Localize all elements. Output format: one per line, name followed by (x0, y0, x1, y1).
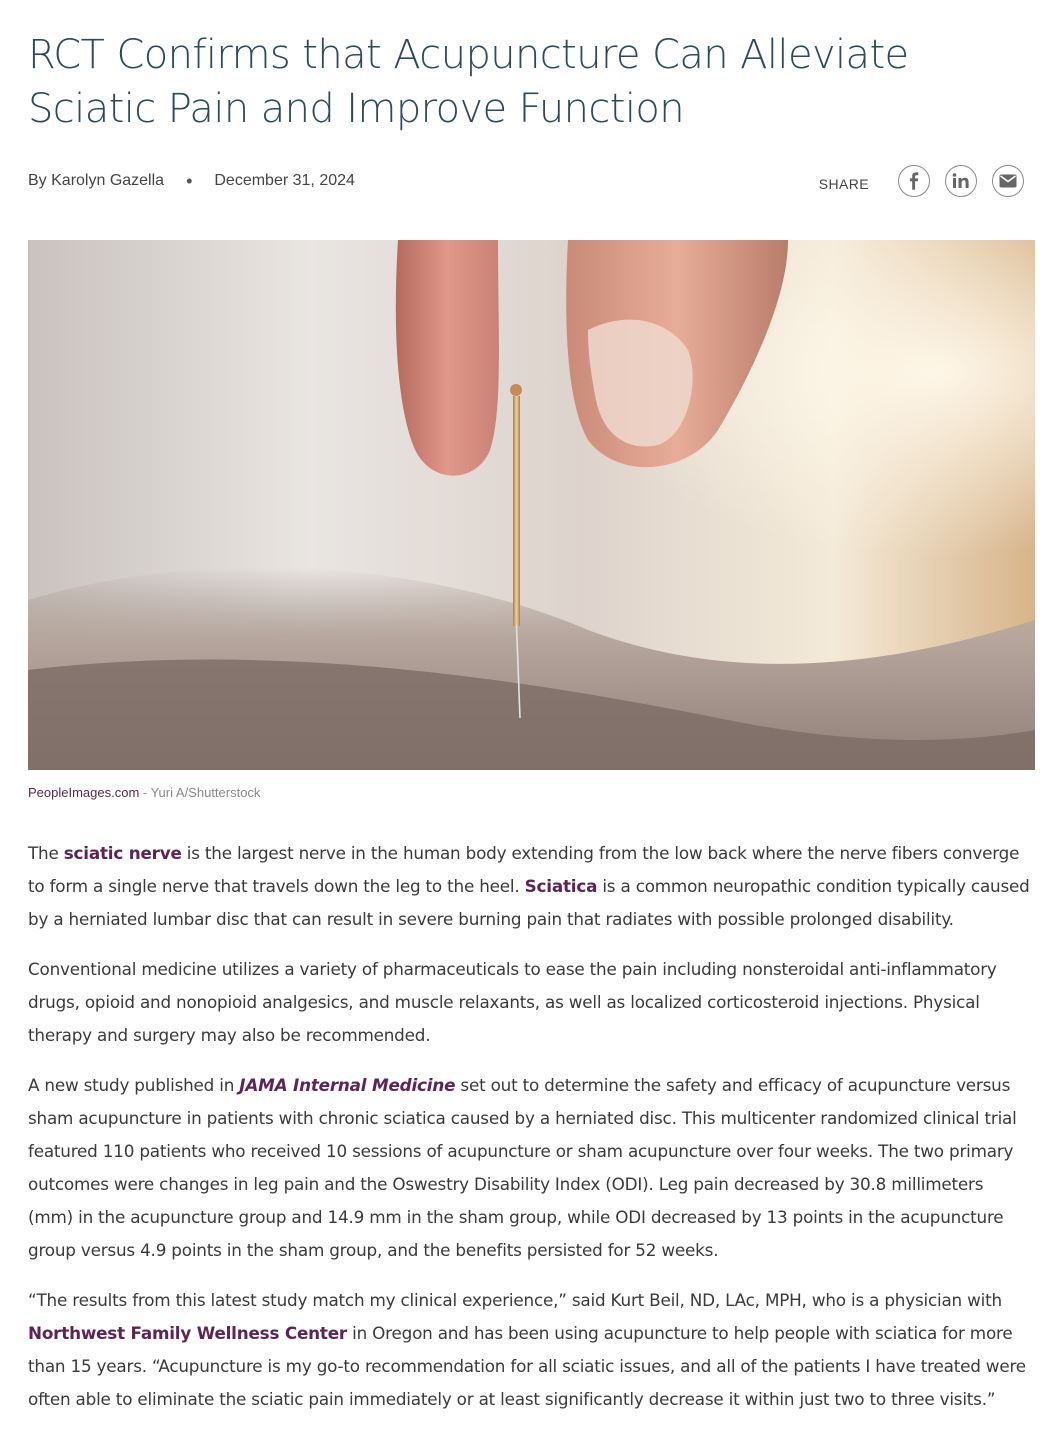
facebook-share-button[interactable] (898, 165, 930, 197)
share-bar (819, 163, 1024, 199)
email-icon (999, 174, 1017, 188)
linkedin-share-button[interactable] (945, 165, 977, 197)
paragraph-text: is the largest nerve in the human body extending from the low back where the nerve fibers converge to form a single nerve that travels down the leg to the heel. (28, 843, 1020, 896)
share-label: SHARE (818, 175, 869, 192)
facebook-icon (906, 172, 922, 190)
email-share-button[interactable] (992, 165, 1024, 197)
paragraph-text: “The results from this latest study match my clinical experience,” said Kurt Beil, ND, LAc, MPH, who is a physician with (28, 1290, 1002, 1310)
paragraph-4 (28, 1284, 1033, 1416)
paragraph-3 (28, 1069, 1033, 1267)
acupuncture-needle-photo (28, 240, 1035, 770)
paragraph-text: is a common neuropathic condition typically caused by a herniated lumbar disc that can result in severe burning pain that radiates with possible prolonged disability. (28, 876, 1030, 929)
linkedin-icon (952, 173, 970, 189)
sciatica-link[interactable]: Sciatica (524, 876, 598, 896)
paragraph-2: Conventional medicine utilizes a variety of pharmaceuticals to ease the pain including nonsteroidal anti-inflammatory drugs, opioid and nonopioid analgesics, and muscle relaxants, as well as localized corticosteroid injections. Physical therapy and surgery may also be recommended. (28, 959, 997, 1045)
image-credit (28, 785, 260, 800)
hero-image (28, 240, 1035, 770)
credit-link[interactable]: PeopleImages.com (28, 785, 140, 800)
credit-text: - Yuri A/Shutterstock (139, 785, 261, 800)
paragraph-1 (28, 837, 1033, 936)
byline-separator: • (186, 170, 193, 191)
paragraph-text: A new study published in (28, 1075, 240, 1095)
paragraph-text: in Oregon and has been using acupuncture to help people with sciatica for more than 15 years. “Acupuncture is my go-to recommendation for all sciatic issues, and all of the patients I have treated were often able to eliminate the sciatic pain immediately or at least significantly decrease it within just two to three visits.” (28, 1323, 1026, 1409)
paragraph-text: set out to determine the safety and efficacy of acupuncture versus sham acupuncture in patients with chronic sciatica caused by a herniated disc. This multicenter randomized clinical trial featured 110 patients who received 10 sessions of acupuncture or sham acupuncture over four weeks. The two primary outcomes were changes in leg pain and the Oswestry Disability Index (ODI). Leg pain decreased by 30.8 millimeters (mm) in the acupuncture group and 14.9 mm in the sham group, while ODI decreased by 13 points in the acupuncture group versus 4.9 points in the sham group, and the benefits persisted for 52 weeks. (28, 1075, 1017, 1260)
publish-date: December 31, 2024 (214, 172, 355, 189)
paragraph-text: The (28, 843, 64, 863)
article-title: RCT Confirms that Acupuncture Can Alleviate Sciatic Pain and Improve Function (28, 32, 909, 132)
byline (28, 168, 355, 194)
jama-link[interactable]: JAMA Internal Medicine (239, 1075, 456, 1095)
wellness-center-link[interactable]: Northwest Family Wellness Center (28, 1323, 347, 1343)
article-body (28, 837, 1033, 1433)
sciatic-nerve-link[interactable]: sciatic nerve (63, 843, 182, 863)
author: By Karolyn Gazella (28, 172, 165, 189)
